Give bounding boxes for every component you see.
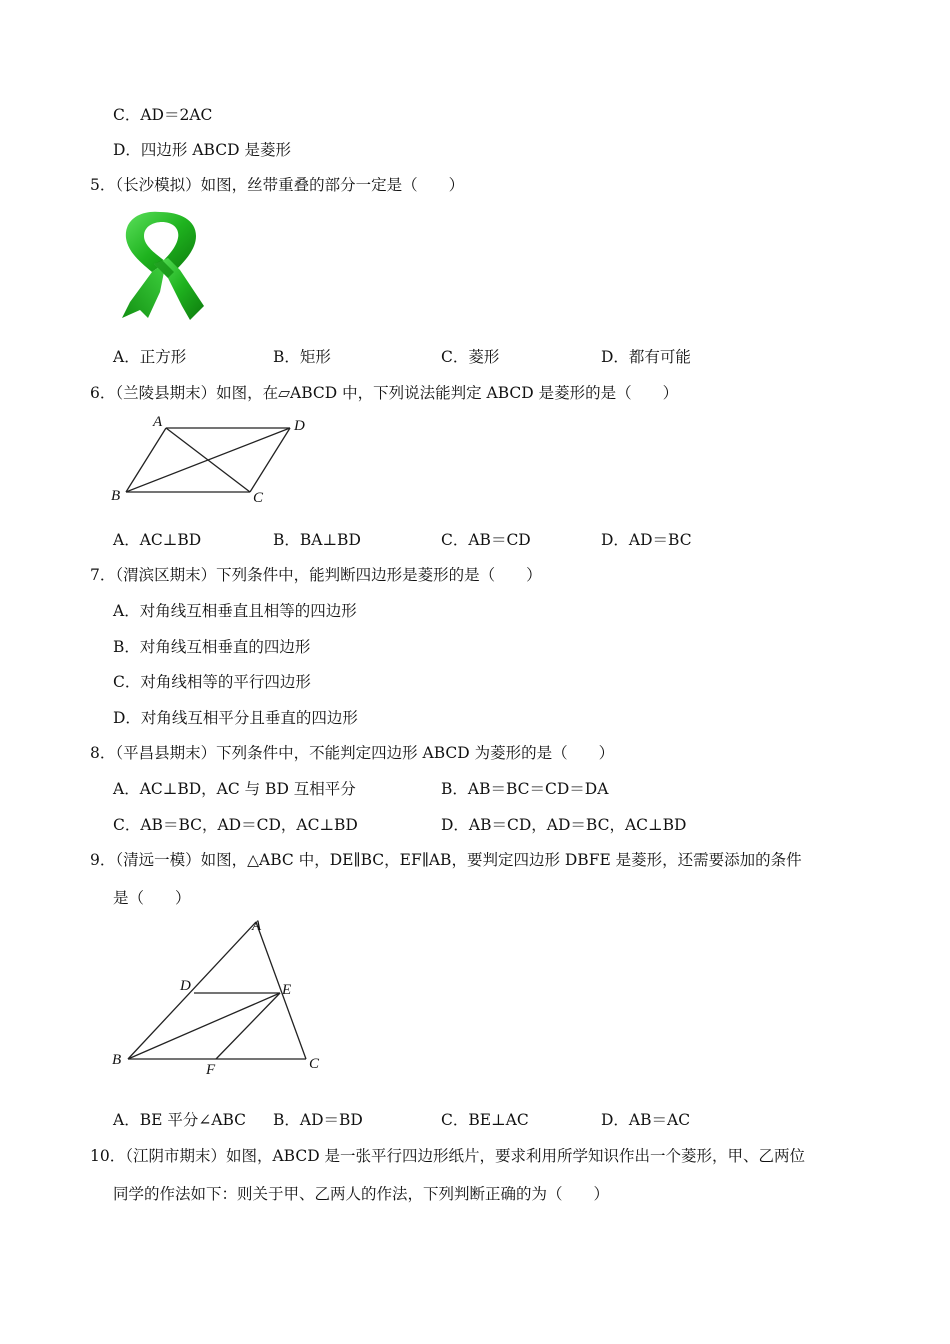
q6-option-d: D．AD＝BC — [601, 531, 692, 549]
q7-stem: 7．（渭滨区期末）下列条件中，能判断四边形是菱形的是（ ） — [90, 566, 542, 584]
q5-ribbon-figure — [110, 206, 210, 326]
q5-option-d: D．都有可能 — [601, 348, 691, 366]
q9-option-d: D．AB＝AC — [601, 1111, 691, 1129]
q7-option-a: A．对角线互相垂直且相等的四边形 — [113, 602, 357, 620]
label-b: B — [111, 488, 121, 504]
q10-stem-line2: 同学的作法如下：则关于甲、乙两人的作法，下列判断正确的为（ ） — [113, 1185, 610, 1203]
q7-option-b: B．对角线互相垂直的四边形 — [113, 638, 311, 656]
q4-option-c: C．AD＝2AC — [113, 106, 213, 124]
q6-stem: 6．（兰陵县期末）如图，在▱ABCD 中，下列说法能判定 ABCD 是菱形的是（ ） — [90, 384, 679, 402]
q9-option-a: A．BE 平分∠ABC — [113, 1111, 247, 1129]
q5-option-b: B．矩形 — [273, 348, 331, 366]
q5-option-a: A．正方形 — [113, 348, 187, 366]
label-c: C — [309, 1056, 320, 1072]
q7-option-c: C．对角线相等的平行四边形 — [113, 673, 311, 691]
q6-option-b: B．BA⊥BD — [273, 531, 361, 549]
q9-option-b: B．AD＝BD — [273, 1111, 363, 1129]
label-b: B — [112, 1052, 122, 1068]
triangle-diagram — [106, 914, 336, 1084]
q6-option-a: A．AC⊥BD — [113, 531, 202, 549]
q6-option-c: C．AB＝CD — [441, 531, 531, 549]
label-f: F — [206, 1062, 216, 1078]
q8-stem: 8．（平昌县期末）下列条件中，不能判定四边形 ABCD 为菱形的是（ ） — [90, 744, 615, 762]
q9-option-c: C．BE⊥AC — [441, 1111, 529, 1129]
q9-stem-line2: 是（ ） — [113, 889, 191, 907]
q7-option-d: D．对角线互相平分且垂直的四边形 — [113, 709, 358, 727]
q10-stem-line1: 10．（江阴市期末）如图，ABCD 是一张平行四边形纸片，要求利用所学知识作出一个菱形，甲、乙两位 — [90, 1147, 806, 1165]
q8-option-b: B．AB＝BC＝CD＝DA — [441, 780, 609, 798]
q5-option-c: C．菱形 — [441, 348, 500, 366]
q9-stem-line1: 9．（清远一模）如图，△ABC 中，DE∥BC，EF∥AB，要判定四边形 DBFE 是菱形，还需要添加的条件 — [90, 851, 802, 869]
q6-parallelogram-figure — [108, 410, 328, 510]
label-c: C — [253, 490, 264, 506]
q8-option-a: A．AC⊥BD，AC 与 BD 互相平分 — [113, 780, 356, 798]
q4-option-d: D．四边形 ABCD 是菱形 — [113, 141, 291, 159]
label-e: E — [282, 982, 292, 998]
parallelogram-diagram — [108, 410, 328, 510]
label-a: A — [153, 414, 163, 430]
q9-triangle-figure — [106, 914, 336, 1084]
q5-stem: 5．（长沙模拟）如图，丝带重叠的部分一定是（ ） — [90, 176, 465, 194]
ribbon-image — [110, 206, 210, 326]
label-d: D — [294, 418, 305, 434]
q8-option-c: C．AB＝BC，AD＝CD，AC⊥BD — [113, 816, 358, 834]
label-a: A — [252, 918, 262, 934]
label-d: D — [180, 978, 191, 994]
q8-option-d: D．AB＝CD，AD＝BC，AC⊥BD — [441, 816, 687, 834]
